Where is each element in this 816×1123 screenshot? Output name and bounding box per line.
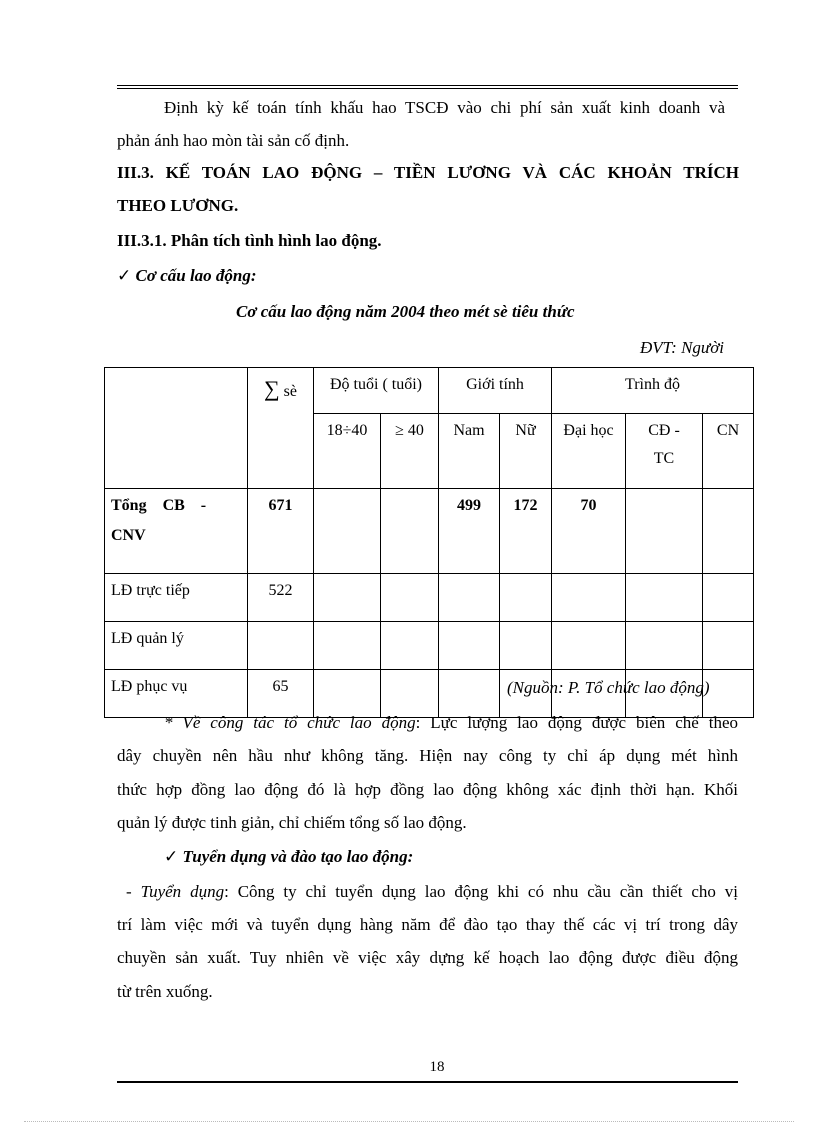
paragraph2-line3: thức hợp đồng lao động đó là hợp đồng lao động không xác định thời hạn. Khối — [117, 780, 738, 799]
row-label-line1: Tổng CB - — [111, 497, 207, 514]
header-sum — [248, 368, 314, 489]
paragraph3-line1 — [126, 882, 738, 902]
row-total — [248, 622, 314, 670]
row-female: 172 — [500, 489, 552, 574]
table-header-row-1 — [105, 368, 754, 414]
subsection-heading: III.3.1. Phân tích tình hình lao động. — [117, 231, 382, 250]
paragraph2-line2: dây chuyền nên hầu như không tăng. Hiện nay công ty chỉ áp dụng mét hình — [117, 746, 738, 765]
row-worker — [703, 574, 754, 622]
section-heading-line2: THEO LƯƠNG. — [117, 196, 239, 215]
row-age-18-40 — [314, 489, 381, 574]
table-row — [105, 489, 754, 574]
row-worker — [703, 622, 754, 670]
row-worker — [703, 670, 754, 718]
table-row — [105, 574, 754, 622]
row-label-line2: CNV — [111, 527, 146, 544]
header-sum-label: sè — [283, 383, 297, 400]
source-note: (Nguồn: P. Tổ chức lao động) — [507, 678, 710, 697]
paragraph2-line1 — [164, 713, 738, 733]
row-college — [626, 574, 703, 622]
header-age-over-40: ≥ 40 — [381, 414, 439, 489]
labor-structure-table — [104, 367, 754, 718]
page-number: 18 — [429, 1059, 445, 1075]
row-total: 671 — [248, 489, 314, 574]
row-age-18-40 — [314, 670, 381, 718]
row-age-over-40 — [381, 670, 439, 718]
sigma-icon: ∑ — [263, 376, 280, 401]
row-total: 65 — [248, 670, 314, 718]
row-label: LĐ phục vụ — [105, 670, 248, 718]
row-university — [552, 574, 626, 622]
row-label: LĐ quản lý — [105, 622, 248, 670]
paragraph3-line2: trí làm việc mới và tuyển dụng hàng năm để đào tạo thay thế các vị trí trong dây — [117, 915, 738, 934]
row-age-18-40 — [314, 574, 381, 622]
header-age: Độ tuổi ( tuổi) — [314, 368, 439, 414]
header-gender: Giới tính — [439, 368, 552, 414]
row-label — [105, 489, 248, 574]
header-college — [626, 414, 703, 489]
row-age-18-40 — [314, 622, 381, 670]
row-male: 499 — [439, 489, 500, 574]
paragraph2-line1-rest: : Lực lượng lao động được biên chế theo — [415, 713, 738, 732]
row-college — [626, 489, 703, 574]
section-heading-line1: III.3. KẾ TOÁN LAO ĐỘNG – TIỀN LƯƠNG VÀ CÁC KHOẢN TRÍCH — [117, 163, 739, 182]
paragraph1-line1: Định kỳ kế toán tính khấu hao TSCĐ vào chi phí sản xuất kinh doanh và — [164, 98, 725, 117]
row-male — [439, 670, 500, 718]
header-age-18-40: 18÷40 — [314, 414, 381, 489]
row-worker — [703, 489, 754, 574]
table-caption: Cơ cấu lao động năm 2004 theo mét sè tiêu thức — [236, 302, 575, 321]
row-age-over-40 — [381, 574, 439, 622]
header-college-line1: CĐ - — [648, 422, 680, 439]
paragraph2-line4: quản lý được tinh giản, chỉ chiếm tổng số lao động. — [117, 813, 467, 832]
paragraph3-line4: từ trên xuống. — [117, 982, 213, 1001]
row-label: LĐ trực tiếp — [105, 574, 248, 622]
row-age-over-40 — [381, 622, 439, 670]
footer-rule — [117, 1081, 738, 1083]
header-education: Trình độ — [552, 368, 754, 414]
header-college-line2: TC — [653, 450, 675, 467]
table-row — [105, 622, 754, 670]
bullet-tuyendung-text: Tuyển dụng và đào tạo lao động: — [182, 847, 414, 866]
paragraph2-intro: * Về công tác tổ chức lao động — [164, 713, 416, 732]
header-double-rule — [117, 85, 738, 89]
row-age-over-40 — [381, 489, 439, 574]
row-university: 70 — [552, 489, 626, 574]
row-female — [500, 622, 552, 670]
paragraph3-dash: - — [126, 882, 141, 901]
header-university: Đại học — [552, 414, 626, 489]
row-university — [552, 622, 626, 670]
paragraph1-line2: phản ánh hao mòn tài sản cố định. — [117, 131, 350, 150]
checkmark-icon: ✓ — [164, 847, 179, 866]
row-male — [439, 622, 500, 670]
row-female — [500, 574, 552, 622]
row-college — [626, 622, 703, 670]
paragraph3-line1-rest: : Công ty chỉ tuyển dụng lao động khi có nhu cầu cần thiết cho vị — [224, 882, 739, 901]
row-total: 522 — [248, 574, 314, 622]
bullet-cocau-text: Cơ cấu lao động: — [135, 266, 257, 285]
unit-note: ĐVT: Người — [640, 338, 724, 357]
paragraph3-intro: Tuyển dụng — [140, 882, 225, 901]
checkmark-icon: ✓ — [117, 266, 132, 285]
paragraph3-line3: chuyền sản xuất. Tuy nhiên về việc xây dựng kế hoạch lao động được điều động — [117, 948, 738, 967]
bullet-tuyendung — [164, 847, 413, 867]
bullet-cocau — [117, 266, 257, 286]
header-worker: CN — [703, 414, 754, 489]
header-female: Nữ — [500, 414, 552, 489]
page-bottom-dotted-rule — [24, 1121, 794, 1122]
row-male — [439, 574, 500, 622]
header-male: Nam — [439, 414, 500, 489]
header-empty-cell — [105, 368, 248, 489]
